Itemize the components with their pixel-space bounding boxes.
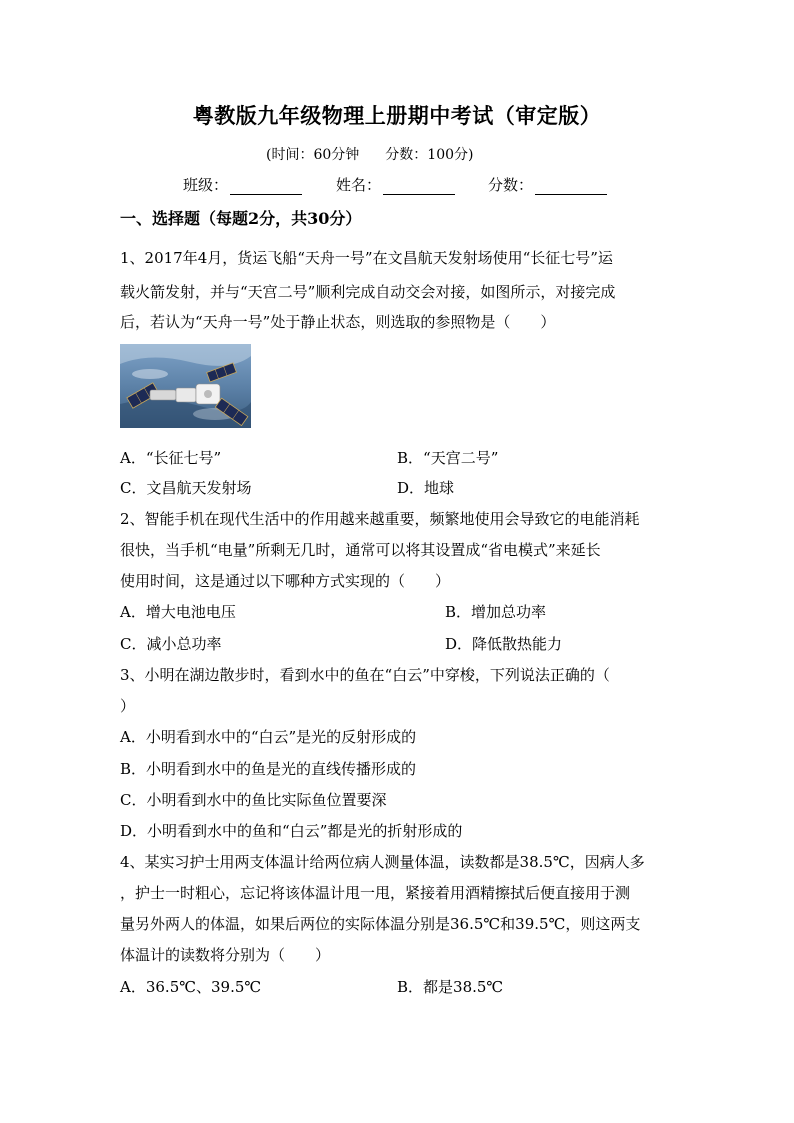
option-c[interactable]: C．减小总功率 <box>120 635 222 653</box>
class-label: 班级： <box>183 176 229 194</box>
option-b[interactable]: B．增加总功率 <box>445 603 547 621</box>
option-b[interactable]: B．“天宫二号” <box>397 449 499 467</box>
option-d[interactable]: D．地球 <box>397 479 455 497</box>
option-b[interactable]: B．小明看到水中的鱼是光的直线传播形成的 <box>120 760 417 778</box>
question-4-line: 体温计的读数将分别为（ ） <box>120 946 331 964</box>
page-title: 粤教版九年级物理上册期中考试（审定版） <box>192 103 602 128</box>
question-2-line: 很快，当手机“电量”所剩无几时，通常可以将其设置成“省电模式”来延长 <box>120 541 601 559</box>
exam-duration-score <box>266 144 473 164</box>
option-c[interactable]: C．小明看到水中的鱼比实际鱼位置要深 <box>120 791 387 809</box>
option-a[interactable]: A．“长征七号” <box>120 449 222 467</box>
question-2-line: 2、智能手机在现代生活中的作用越来越重要，频繁地使用会导致它的电能消耗 <box>120 510 640 528</box>
option-d[interactable]: D．降低散热能力 <box>445 635 563 653</box>
question-2-line: 使用时间，这是通过以下哪种方式实现的（ ） <box>120 572 451 590</box>
option-a[interactable]: A．增大电池电压 <box>120 603 236 621</box>
question-1-line: 载火箭发射，并与“天宫二号”顺利完成自动交会对接，如图所示，对接完成 <box>120 283 616 301</box>
option-a[interactable]: A．36.5℃、39.5℃ <box>120 978 262 996</box>
question-3-line: ） <box>120 697 136 715</box>
class-blank[interactable] <box>230 178 302 195</box>
question-4-line: 4、某实习护士用两支体温计给两位病人测量体温，读数都是38.5℃，因病人多 <box>120 853 645 871</box>
option-c[interactable]: C．文昌航天发射场 <box>120 479 252 497</box>
name-blank[interactable] <box>383 178 455 195</box>
question-4-line: 量另外两人的体温，如果后两位的实际体温分别是36.5℃和39.5℃，则这两支 <box>120 915 641 933</box>
exam-total-score: 分数：100分) <box>385 147 474 163</box>
name-label: 姓名： <box>336 176 382 194</box>
question-4-line: ，护士一时粗心，忘记将该体温计甩一甩，紧接着用酒精擦拭后便直接用于测 <box>120 884 631 902</box>
option-a[interactable]: A．小明看到水中的“白云”是光的反射形成的 <box>120 728 417 746</box>
question-3-line: 3、小明在湖边散步时，看到水中的鱼在“白云”中穿梭，下列说法正确的（ <box>120 666 610 684</box>
class-field <box>183 174 302 195</box>
score-field <box>488 174 607 195</box>
question-1-line: 后，若认为“天舟一号”处于静止状态，则选取的参照物是（ ） <box>120 313 556 331</box>
option-b[interactable]: B．都是38.5℃ <box>397 978 504 996</box>
exam-time: (时间：60分钟 <box>266 147 360 163</box>
name-field <box>336 174 455 195</box>
space-station-image <box>120 344 251 428</box>
section-heading: 一、选择题（每题2分，共30分） <box>120 209 362 228</box>
option-d[interactable]: D．小明看到水中的鱼和“白云”都是光的折射形成的 <box>120 822 463 840</box>
score-label: 分数： <box>488 176 534 194</box>
question-1-line: 1、2017年4月，货运飞船“天舟一号”在文昌航天发射场使用“长征七号”运 <box>120 249 613 267</box>
score-blank[interactable] <box>535 178 607 195</box>
